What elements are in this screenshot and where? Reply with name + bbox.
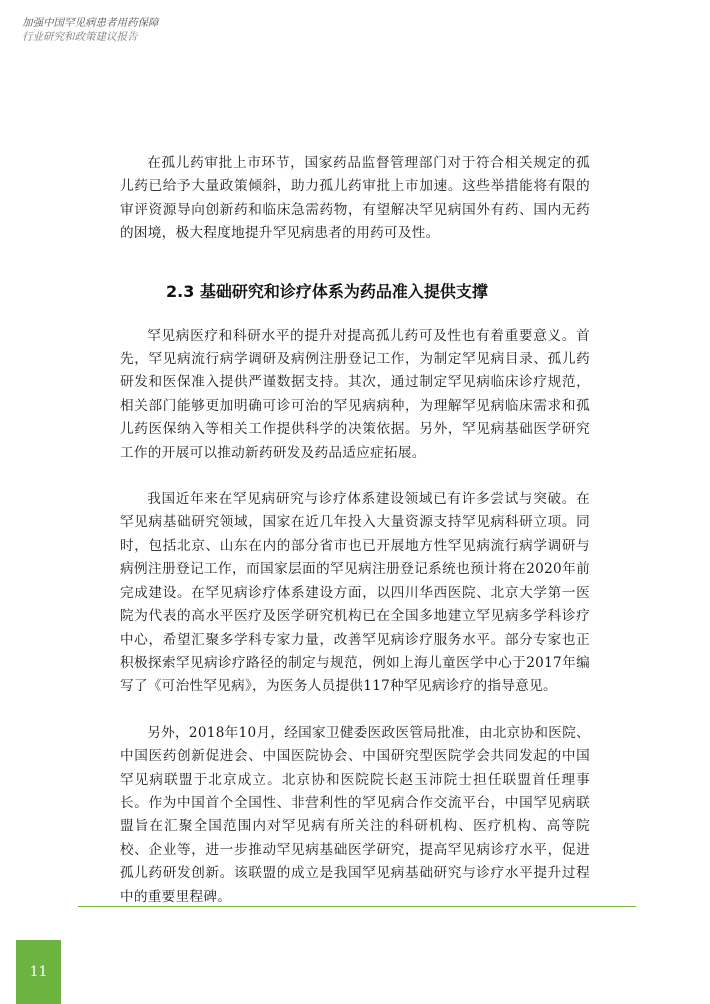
header-subtitle: 行业研究和政策建议报告 [22,31,138,43]
footer-divider [78,906,636,907]
running-header [22,16,422,44]
paragraph-research-importance: 罕见病医疗和科研水平的提升对提高孤儿药可及性也有着重要意义。首先，罕见病流行病学调研及病例注册登记工作，为制定罕见病目录、孤儿药研发和医保准入提供严谨数据支持。其次，通过制定罕见病临床诊疗规范，相关部门能够更加明确可诊可治的罕见病病种，为理解罕见病临床需求和孤儿药医保纳入等相关工作提供科学的决策依据。另外，罕见病基础医学研究工作的开展可以推动新药研发及药品适应症拓展。 [120,327,590,461]
paragraph-orphan-drug-approval: 在孤儿药审批上市环节，国家药品监督管理部门对于符合相关规定的孤儿药已给予大量政策倾斜，助力孤儿药审批上市加速。这些举措能将有限的审评资源导向创新药和临床急需药物，有望解决罕见病国外有药、国内无药的困境，极大程度地提升罕见病患者的用药可及性。 [120,155,590,242]
spacer [120,465,590,488]
spacer [120,699,590,722]
spacer [120,246,590,280]
section-heading: 2.3 基础研究和诊疗体系为药品准入提供支撑 [166,281,488,301]
body-content [120,152,590,909]
page-number-box [16,940,61,1004]
paragraph-domestic-progress: 我国近年来在罕见病研究与诊疗体系建设领域已有许多尝试与突破。在罕见病基础研究领域，国家在近几年投入大量资源支持罕见病科研立项。同时，包括北京、山东在内的部分省市也已开展地方性罕见病流行病学调研与病例注册登记工作，而国家层面的罕见病注册登记系统也预计将在2020年前完成建设。在罕见病诊疗体系建设方面，以四川华西医院、北京大学第一医院为代表的高水平医疗及医学研究机构已在全国多地建立罕见病多学科诊疗中心，希望汇聚多学科专家力量，改善罕见病诊疗服务水平。部分专家也正积极探索罕见病诊疗路径的制定与规范，例如上海儿童医学中心于2017年编写了《可治性罕见病》，为医务人员提供117种罕见病诊疗的指导意见。 [120,491,590,695]
page-number: 11 [29,964,48,980]
header-title: 加强中国罕见病患者用药保障 [22,17,159,29]
paragraph-rare-disease-alliance: 另外，2018年10月，经国家卫健委医政医管局批准，由北京协和医院、中国医药创新促进会、中国医院协会、中国研究型医院学会共同发起的中国罕见病联盟于北京成立。北京协和医院院长赵玉沛院士担任联盟首任理事长。作为中国首个全国性、非营利性的罕见病合作交流平台，中国罕见病联盟旨在汇聚全国范围内对罕见病有所关注的科研机构、医疗机构、高等院校、企业等，进一步推动罕见病基础医学研究，提高罕见病诊疗水平，促进孤儿药研发创新。该联盟的成立是我国罕见病基础研究与诊疗水平提升过程中的重要里程碑。 [120,724,590,905]
spacer [120,304,590,325]
